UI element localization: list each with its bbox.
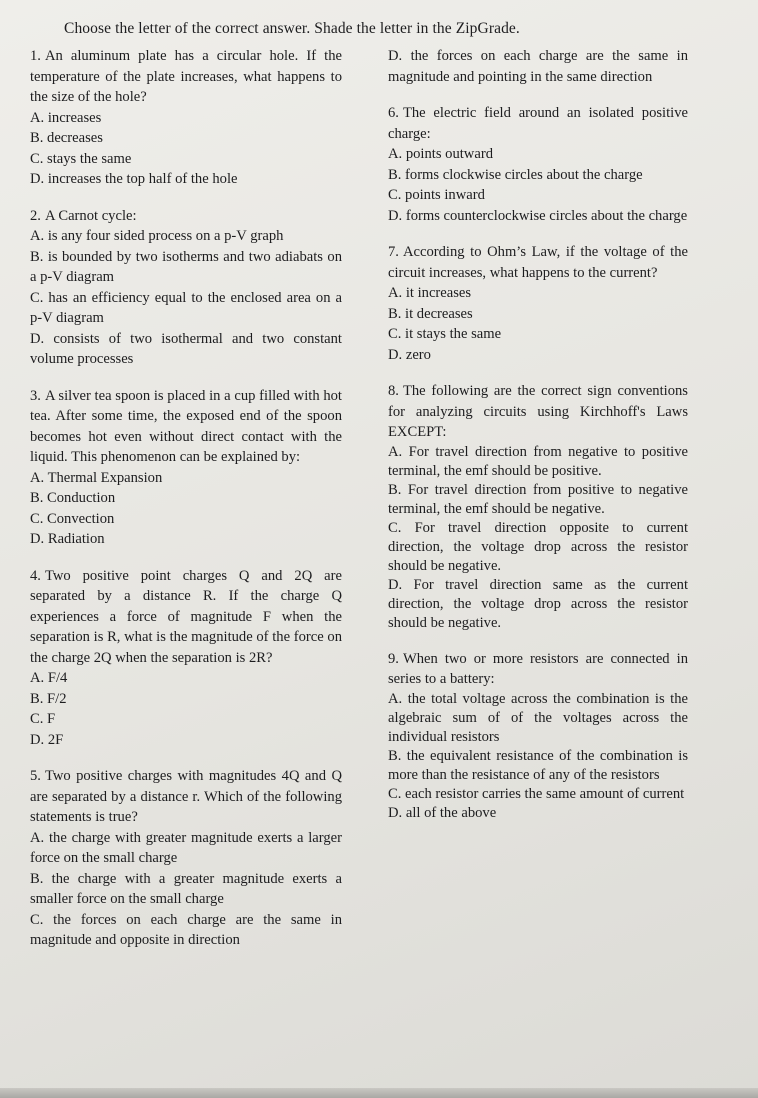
choice-c[interactable]: C. Convection	[30, 510, 115, 527]
question-stem	[30, 566, 342, 669]
question-2	[30, 206, 342, 370]
choice-d[interactable]: D. increases the top half of the hole	[30, 171, 238, 187]
question-stem	[388, 242, 688, 283]
choice-d[interactable]: D. the forces on each charge are the same in magnitude and pointing in the same direction	[388, 48, 688, 85]
question-stem	[30, 206, 342, 227]
left-column	[30, 46, 342, 967]
question-number: 6.	[388, 105, 399, 121]
question-number: 8.	[388, 383, 399, 399]
question-text: Two positive point charges Q and 2Q are separated by a distance R. If the charge Q experiences a force of magnitude F when the separation is R, what is the magnitude of the force on the charge 2Q when the separation is 2R?	[30, 567, 342, 666]
choice-b[interactable]: B. is bounded by two isotherms and two adiabats on a p-V diagram	[30, 248, 342, 285]
question-stem	[30, 386, 342, 468]
question-text: An aluminum plate has a circular hole. If the temperature of the plate increases, what happens to the size of the hole?	[30, 48, 342, 105]
choice-a[interactable]: A. the charge with greater magnitude exerts a larger force on the small charge	[30, 829, 342, 866]
choice-d[interactable]: D. zero	[388, 346, 431, 363]
choice-c[interactable]: C. points inward	[388, 187, 485, 203]
question-stem	[388, 381, 688, 443]
choice-d[interactable]: D. For travel direction same as the current direction, the voltage drop across the resistor should be negative.	[388, 576, 688, 631]
question-stem	[30, 46, 342, 108]
question-4	[30, 566, 342, 751]
question-text: A Carnot cycle:	[44, 207, 137, 224]
question-1	[30, 46, 342, 190]
choice-b[interactable]: B. the equivalent resistance of the combination is more than the resistance of any of the resistors	[388, 747, 688, 783]
question-stem	[388, 649, 688, 690]
choice-a[interactable]: A. For travel direction from negative to positive terminal, the emf should be positive.	[388, 443, 688, 479]
question-8	[388, 381, 688, 633]
question-number: 5.	[30, 768, 41, 784]
question-number: 1.	[30, 48, 41, 64]
choice-a[interactable]: A. is any four sided process on a p-V graph	[30, 228, 284, 244]
choice-c[interactable]: C. it stays the same	[388, 326, 502, 342]
choice-a[interactable]: A. F/4	[30, 670, 68, 686]
question-number: 4.	[30, 567, 41, 584]
choice-b[interactable]: B. the charge with a greater magnitude exerts a smaller force on the small charge	[30, 870, 342, 907]
choice-a[interactable]: A. Thermal Expansion	[30, 469, 163, 486]
choice-c[interactable]: C. each resistor carries the same amount of current	[388, 785, 685, 802]
question-number: 9.	[388, 650, 399, 667]
question-3	[30, 386, 342, 550]
question-text: The following are the correct sign conventions for analyzing circuits using Kirchhoff's Laws EXCEPT:	[388, 383, 688, 440]
question-text: A silver tea spoon is placed in a cup filled with hot tea. After some time, the exposed end of the spoon becomes hot even without direct contact with the liquid. This phenomenon can be explained by:	[30, 387, 342, 465]
question-7	[388, 242, 688, 365]
choice-d[interactable]: D. forms counterclockwise circles about the charge	[388, 207, 688, 224]
choice-b[interactable]: B. For travel direction from positive to negative terminal, the emf should be negative.	[388, 481, 688, 517]
question-number: 7.	[388, 244, 399, 260]
question-stem	[30, 766, 342, 828]
question-text: According to Ohm’s Law, if the voltage of the circuit increases, what happens to the current?	[388, 244, 688, 281]
question-text: Two positive charges with magnitudes 4Q and Q are separated by a distance r. Which of the following statements is true?	[30, 768, 342, 825]
question-9	[388, 649, 688, 823]
choice-b[interactable]: B. forms clockwise circles about the charge	[388, 166, 643, 183]
question-stem	[388, 103, 688, 144]
question-text: The electric field around an isolated positive charge:	[388, 105, 688, 142]
choice-d[interactable]: D. 2F	[30, 731, 64, 748]
question-number: 2.	[30, 207, 41, 224]
choice-c[interactable]: C. has an efficiency equal to the enclosed area on a p-V diagram	[30, 289, 342, 326]
choice-c[interactable]: C. stays the same	[30, 150, 132, 167]
question-number: 3.	[30, 387, 41, 404]
right-column	[388, 46, 688, 839]
choice-d[interactable]: D. all of the above	[388, 804, 497, 821]
choice-b[interactable]: B. Conduction	[30, 490, 116, 506]
choice-b[interactable]: B. decreases	[30, 130, 103, 146]
choice-c[interactable]: C. For travel direction opposite to current direction, the voltage drop across the resistor should be negative.	[388, 519, 688, 574]
choice-b[interactable]: B. F/2	[30, 690, 67, 707]
choice-c[interactable]: C. F	[30, 711, 56, 727]
choice-a[interactable]: A. it increases	[388, 285, 472, 301]
question-5-continued	[388, 46, 688, 87]
choice-a[interactable]: A. increases	[30, 109, 102, 126]
choice-a[interactable]: A. the total voltage across the combination is the algebraic sum of of the voltages across the individual resistors	[388, 690, 688, 745]
choice-d[interactable]: D. consists of two isothermal and two constant volume processes	[30, 330, 342, 367]
choice-a[interactable]: A. points outward	[388, 146, 493, 162]
question-text: When two or more resistors are connected in series to a battery:	[388, 650, 688, 687]
instructions-heading: Choose the letter of the correct answer. Shade the letter in the ZipGrade.	[64, 20, 520, 37]
question-5	[30, 766, 342, 951]
choice-c[interactable]: C. the forces on each charge are the same in magnitude and opposite in direction	[30, 911, 342, 948]
question-6	[388, 103, 688, 226]
choice-b[interactable]: B. it decreases	[388, 305, 473, 322]
choice-d[interactable]: D. Radiation	[30, 531, 105, 547]
page-bottom-edge	[0, 1088, 758, 1098]
